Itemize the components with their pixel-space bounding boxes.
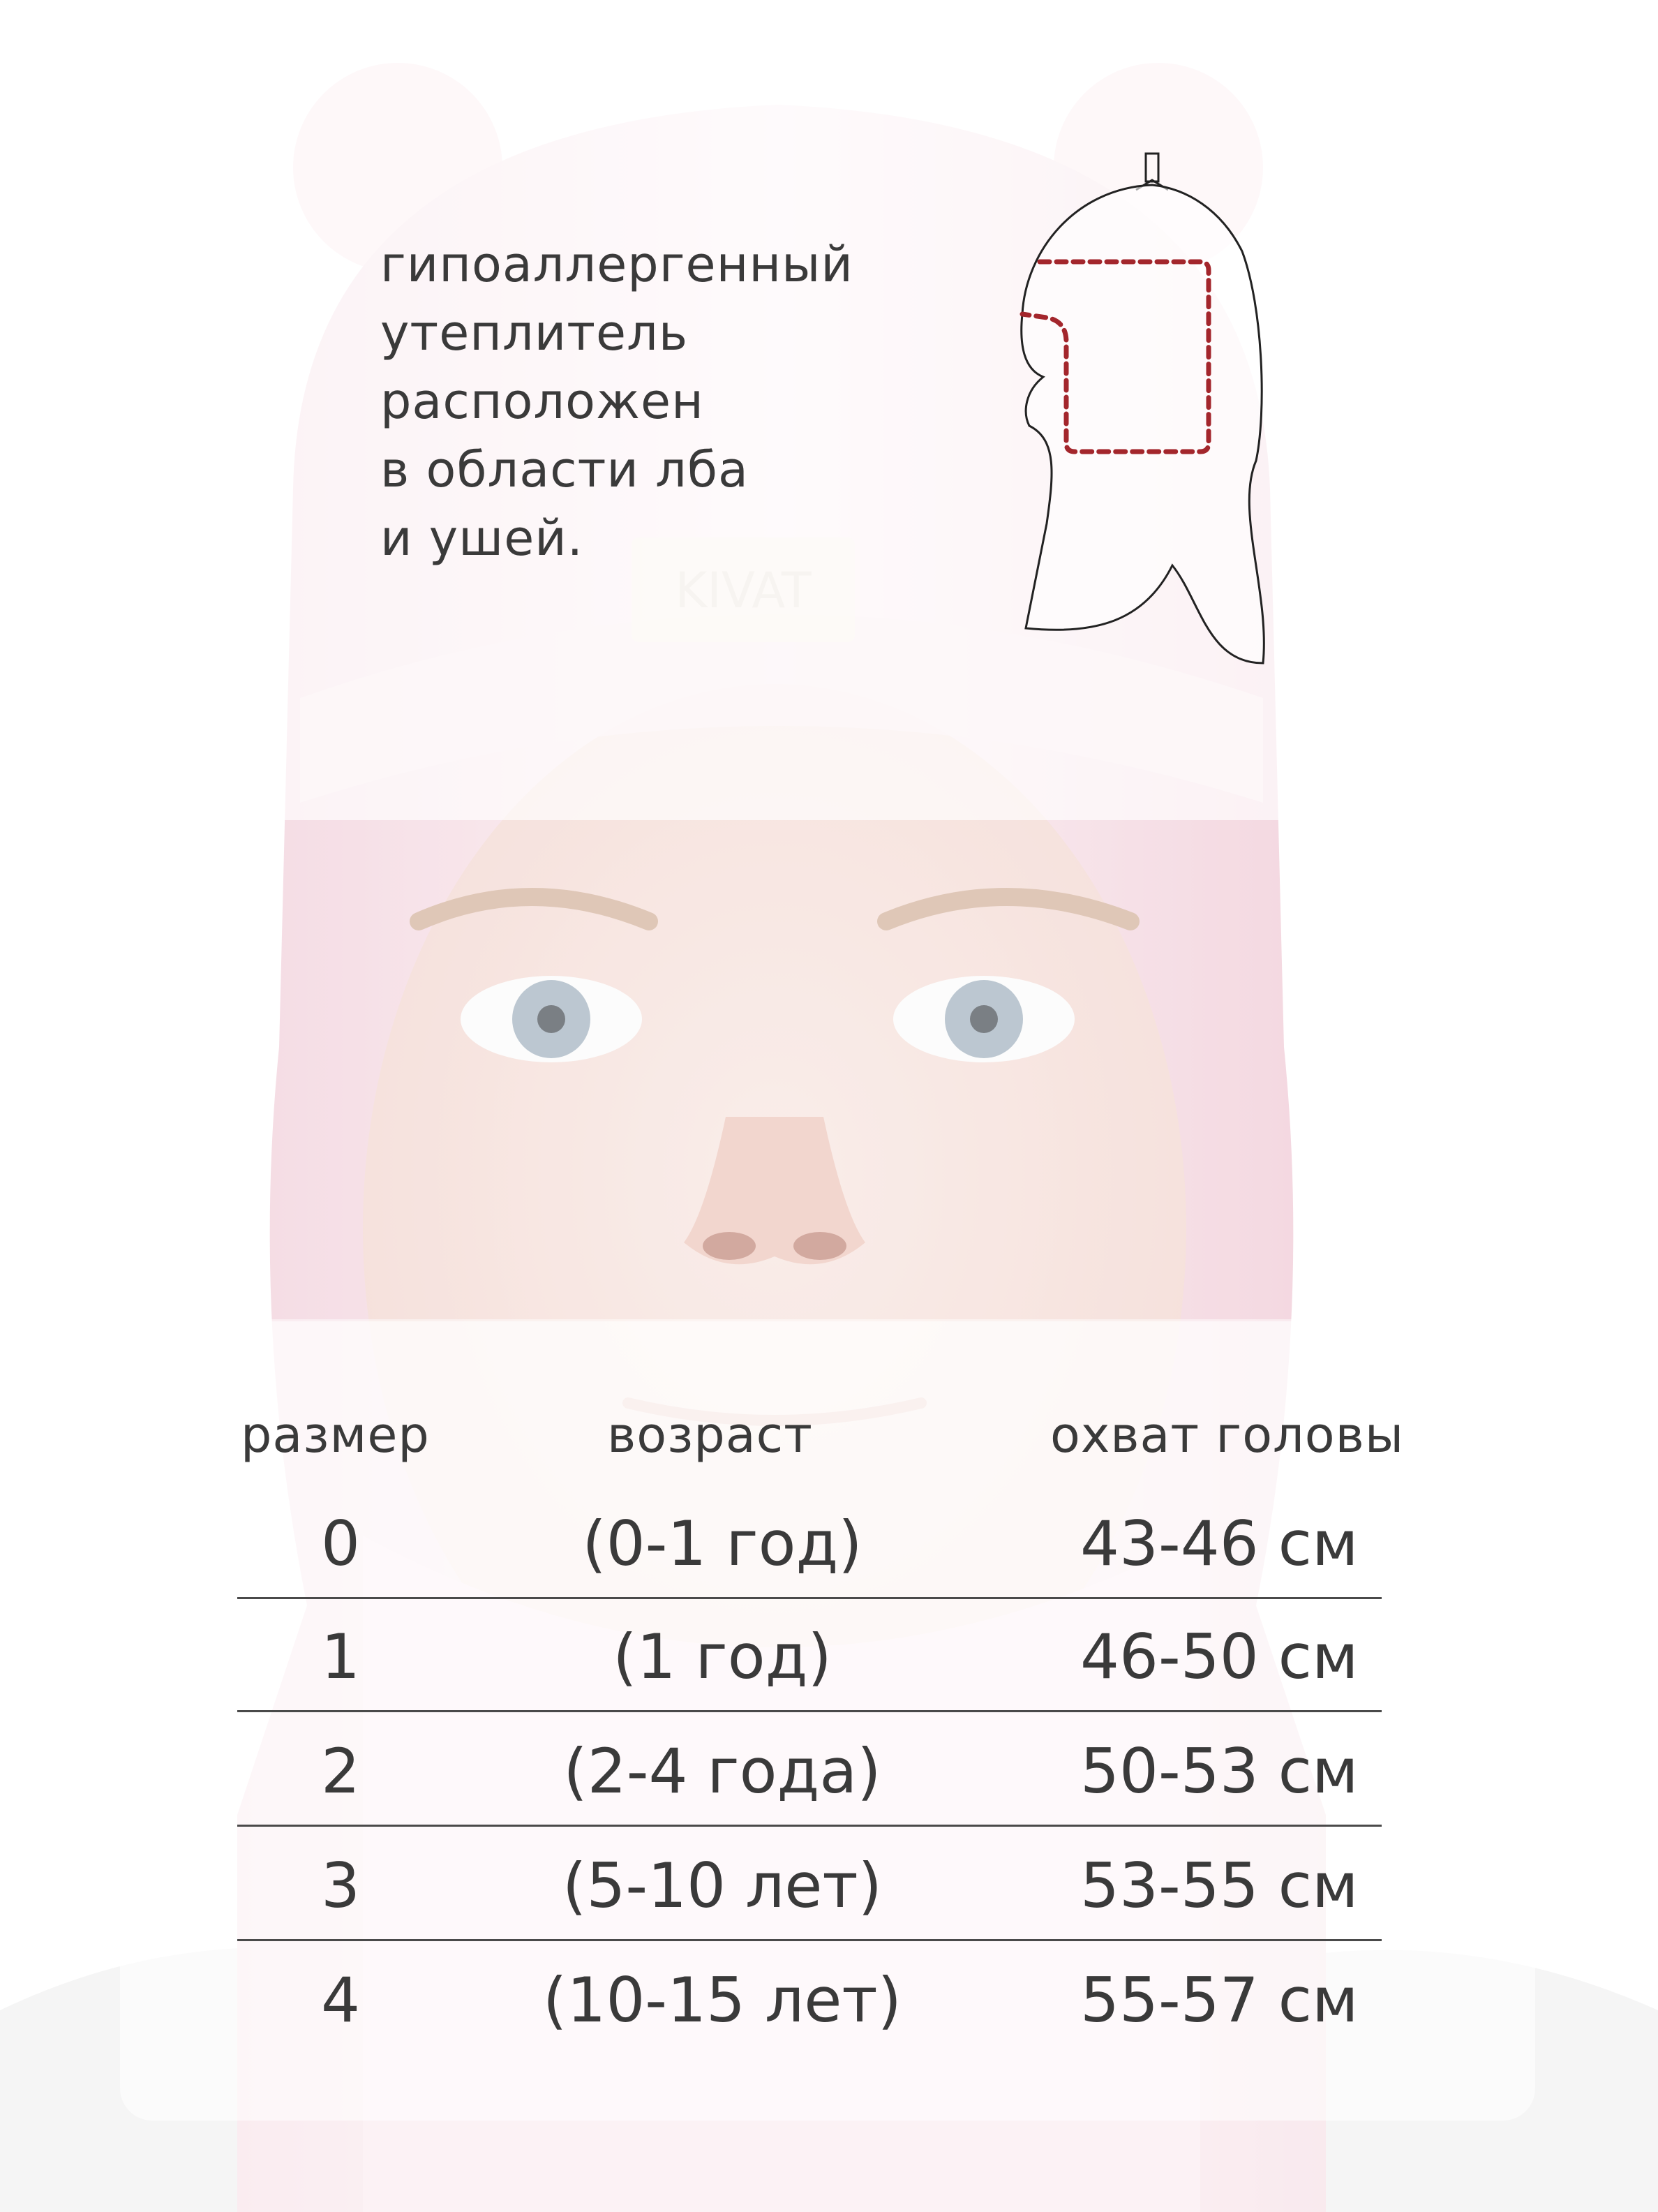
table-row: 4 (10-15 лет) 55-57 см xyxy=(321,1964,1359,2036)
row-divider xyxy=(237,1710,1382,1712)
row-divider xyxy=(237,1597,1382,1599)
insulation-description xyxy=(380,230,853,572)
row-head-girth: 53-55 см xyxy=(1080,1850,1359,1922)
table-row: 2 (2-4 года) 50-53 см xyxy=(321,1735,1359,1807)
insulation-line-5: и ушей. xyxy=(380,510,584,567)
header-size: размер xyxy=(241,1406,430,1464)
insulation-line-4: в области лба xyxy=(380,441,749,498)
insulation-line-1: гипоаллергенный xyxy=(380,236,853,293)
row-head-girth: 50-53 см xyxy=(1080,1735,1359,1807)
insulation-line-3: расположен xyxy=(380,373,704,430)
row-age: (0-1 год) xyxy=(582,1508,862,1580)
hat-outline xyxy=(1022,185,1264,663)
row-head-girth: 55-57 см xyxy=(1080,1964,1359,2036)
row-divider xyxy=(237,1939,1382,1941)
row-age: (1 год) xyxy=(613,1621,832,1693)
table-row: 0 (0-1 год) 43-46 см xyxy=(321,1508,1359,1580)
header-age: возраст xyxy=(607,1406,813,1464)
header-head-girth: охват головы xyxy=(1050,1406,1405,1464)
hat-outline-diagram xyxy=(991,147,1298,691)
row-head-girth: 43-46 см xyxy=(1080,1508,1359,1580)
insulation-line-2: утеплитель xyxy=(380,304,689,362)
row-age: (2-4 года) xyxy=(563,1735,881,1807)
row-divider xyxy=(237,1825,1382,1827)
table-row: 3 (5-10 лет) 53-55 см xyxy=(321,1850,1359,1922)
row-age: (5-10 лет) xyxy=(562,1850,883,1922)
row-age: (10-15 лет) xyxy=(543,1964,902,2036)
table-row: 1 (1 год) 46-50 см xyxy=(321,1621,1359,1693)
row-head-girth: 46-50 см xyxy=(1080,1621,1359,1693)
